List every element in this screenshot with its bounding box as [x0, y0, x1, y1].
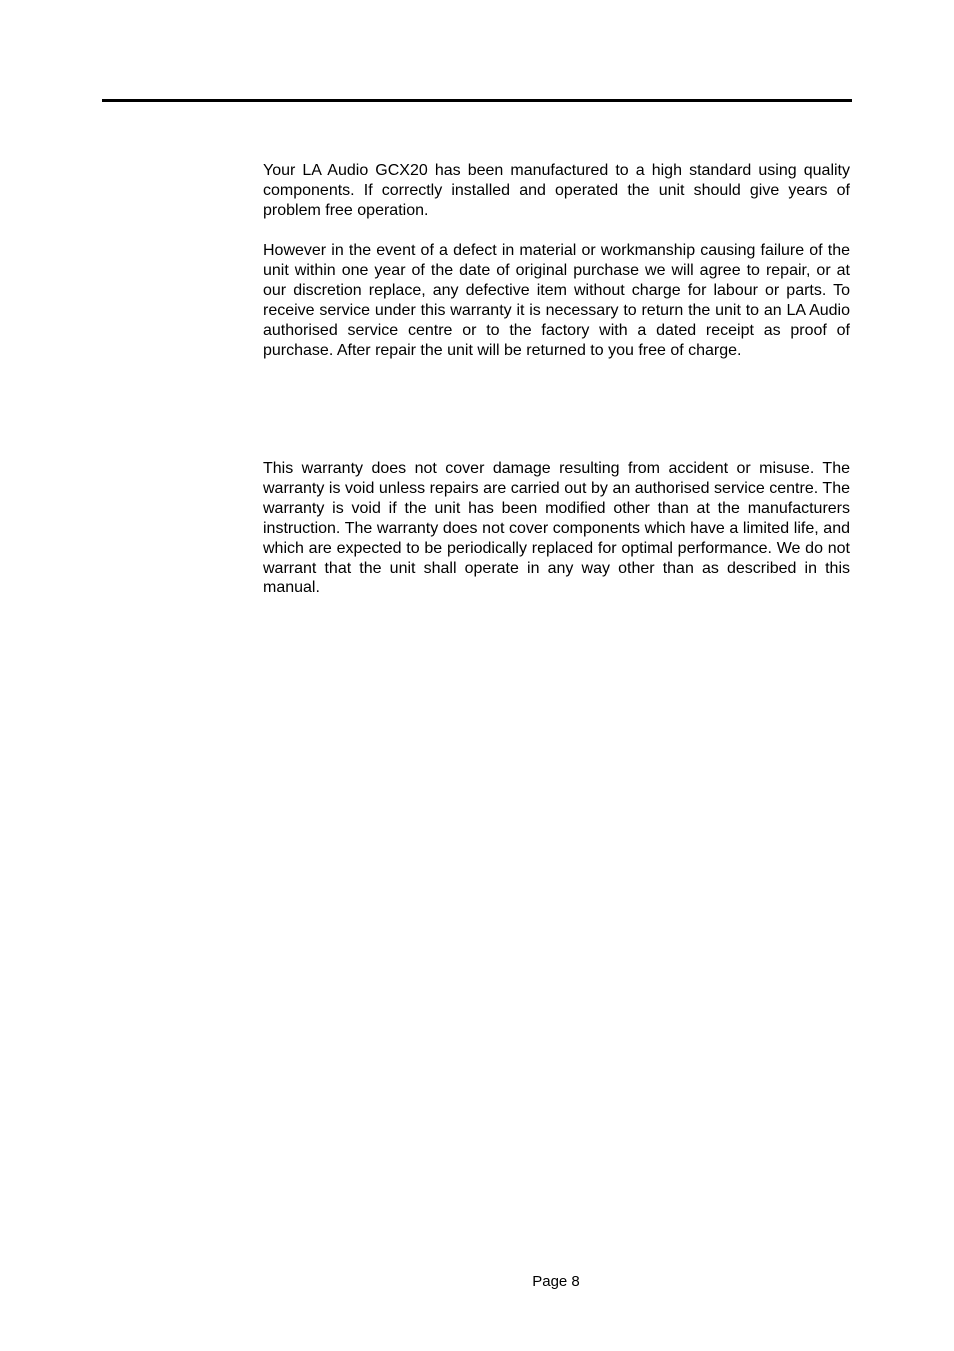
- paragraph-warranty-terms: However in the event of a defect in material or workmanship causing failure of the unit within one year of the date of original purchase we will agree to repair, or at our discretion replace, any defective item without charge for labour or parts. To receive service under this warranty it is necessary to return the unit to an LA Audio authorised service centre or to the factory with a dated receipt as proof of purchase. After repair the unit will be returned to you free of charge.: [263, 242, 850, 359]
- paragraph-warranty-exclusions: This warranty does not cover damage resulting from accident or misuse. The warranty is void unless repairs are carried out by an authorised service centre. The warranty is void if the unit has been modified other than at the manufacturers instruction. The warranty does not cover components which have a limited life, and which are expected to be periodically replaced for optimal performance. We do not warrant that the unit shall operate in any way other than as described in this manual.: [263, 460, 850, 597]
- header-rule: [102, 99, 852, 102]
- paragraph-manufacture: Your LA Audio GCX20 has been manufactured to a high standard using quality components. If correctly installed and operated the unit should give years of problem free operation.: [263, 162, 850, 219]
- page-number: Page 8: [532, 1273, 580, 1290]
